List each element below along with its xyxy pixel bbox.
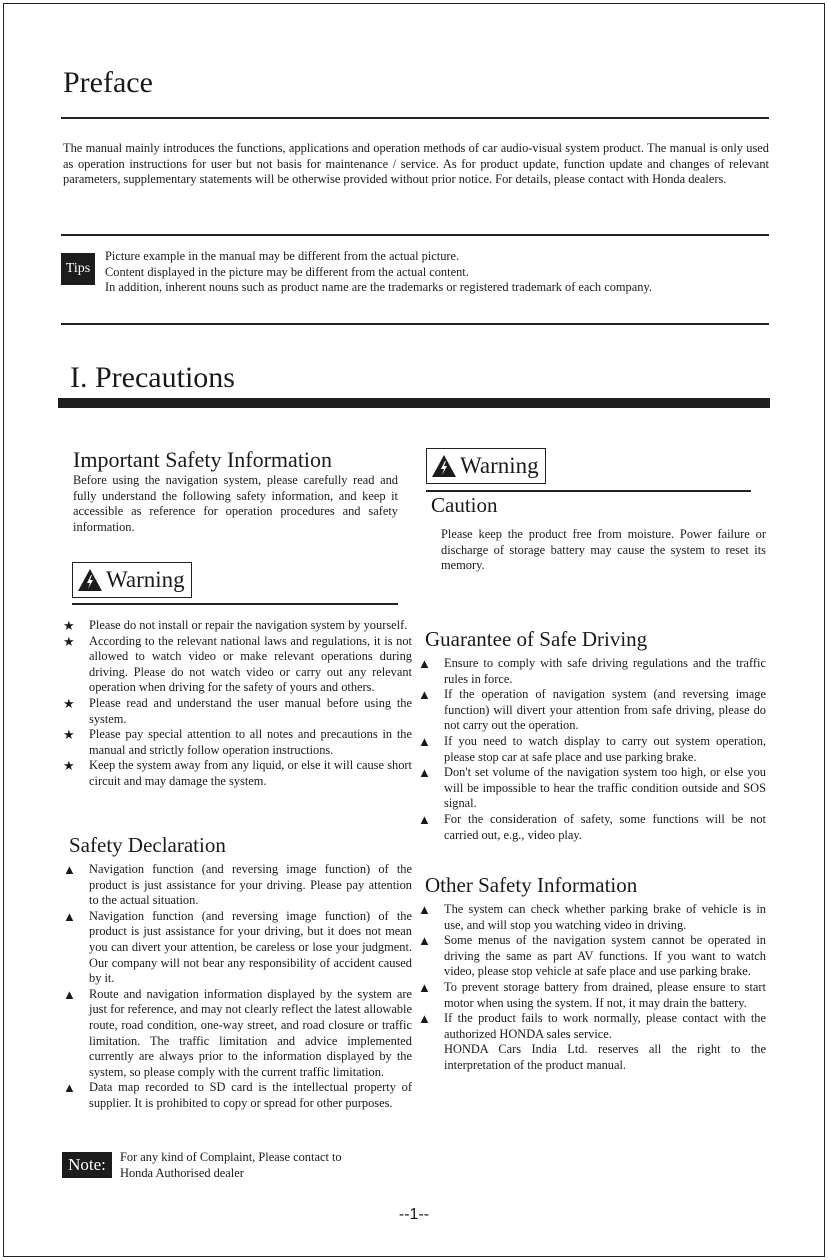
list-item: ▲ Data map recorded to SD card is the intellectual property of supplier. It is prohibited to copy or spread for other purposes. [63, 1080, 412, 1110]
precautions-bar [58, 398, 770, 408]
list-item: ★ Please read and understand the user manual before using the system. [63, 695, 412, 726]
important-safety-body: Before using the navigation system, please carefully read and fully understand the following safety information, and keep it accessible as reference for operation procedures and safety information. [73, 473, 398, 534]
warning-heading-right [426, 448, 546, 484]
triangle-bullet-icon: ▲ [418, 811, 431, 827]
page-number: --1-- [398, 1206, 430, 1223]
tips-line: In addition, inherent nouns such as product name are the trademarks or registered trademark of each company. [105, 280, 652, 295]
star-icon: ★ [63, 618, 75, 633]
other-safety-title: Other Safety Information [425, 873, 638, 897]
list-item: ▲ Ensure to comply with safe driving regulations and the traffic rules in force. [418, 656, 766, 686]
triangle-bullet-icon: ▲ [418, 733, 431, 749]
triangle-bullet-icon: ▲ [63, 908, 76, 924]
list-item: ▲ To prevent storage battery from drained, please ensure to start motor when using the system. If not, it may drain the battery. [418, 979, 766, 1010]
star-icon: ★ [63, 758, 75, 774]
note-lines [120, 1150, 342, 1181]
triangle-bullet-icon: ▲ [63, 1080, 76, 1096]
list-item [418, 1042, 766, 1073]
list-item: ▲ If you need to watch display to carry out system operation, please stop car at safe place and use parking brake. [418, 733, 766, 764]
list-item: ★ Please pay special attention to all notes and precautions in the manual and strictly follow operation instructions. [63, 727, 412, 757]
note-line: For any kind of Complaint, Please contact to [120, 1150, 342, 1164]
triangle-bullet-icon: ▲ [418, 687, 431, 703]
caution-body: Please keep the product free from moisture. Power failure or discharge of storage battery may cause the system to reset its memory. [441, 527, 766, 573]
star-icon: ★ [63, 695, 75, 711]
tips-line: Content displayed in the picture may be different from the actual content. [105, 264, 469, 279]
warning-lightning-icon [431, 454, 457, 478]
star-icon: ★ [63, 633, 75, 649]
warning-rule-left [72, 603, 398, 605]
other-safety-closing: HONDA Cars India Ltd. reserves all the right to the interpretation of the product manual. [444, 1042, 766, 1072]
safety-declaration-list [63, 862, 412, 1112]
tips-line: Picture example in the manual may be different from the actual picture. [105, 249, 460, 263]
triangle-bullet-icon: ▲ [418, 656, 431, 671]
list-item: ▲ Navigation function (and reversing image function) of the product is just assistance for your driving, but it does not mean you can divert your attention, be careless or lose your judgment. Our company will not bear any responsibility of accident caused by it. [63, 908, 412, 986]
triangle-bullet-icon: ▲ [63, 986, 76, 1002]
list-item: ★ Please do not install or repair the navigation system by yourself. [63, 618, 408, 633]
list-item: ★ According to the relevant national laws and regulations, it is not allowed to watch video or make relevant operations during driving. Please do not watch video or carry out any relevant operation when driving for the safety of yours and others. [63, 633, 412, 695]
warning-heading-left [72, 562, 192, 598]
guarantee-title: Guarantee of Safe Driving [425, 627, 648, 651]
preface-title: Preface [63, 66, 153, 99]
list-item: ▲ Navigation function (and reversing image function) of the product is just assistance for your driving. Please pay attention to the actual situation. [63, 862, 412, 908]
list-item: ▲ If the product fails to work normally, please contact with the authorized HONDA sales service. [418, 1011, 766, 1041]
triangle-bullet-icon: ▲ [418, 902, 431, 917]
triangle-bullet-icon: ▲ [418, 765, 431, 781]
tips-lines [105, 249, 652, 296]
tips-bottom-rule [61, 323, 769, 325]
warning-label: Warning [460, 453, 539, 478]
tips-label: Tips [61, 253, 95, 285]
precautions-title: I. Precautions [70, 361, 235, 394]
list-item: ▲ The system can check whether parking brake of vehicle is in use, and will stop you watching video in driving. [418, 902, 766, 932]
triangle-bullet-icon: ▲ [418, 1011, 431, 1027]
list-item: ▲ Route and navigation information displayed by the system are just for reference, and may not clearly reflect the latest allowable route, road condition, one-way street, and road closure or traffic limitation. The traffic limitation and advice implemented currently are always prior to the information displayed by the system, so please comply with the current traffic limitation. [63, 986, 412, 1079]
triangle-bullet-icon: ▲ [418, 979, 431, 995]
important-safety-title: Important Safety Information [73, 447, 333, 472]
triangle-bullet-icon: ▲ [63, 862, 76, 877]
note-label: Note: [62, 1152, 112, 1178]
list-item: ▲ Don't set volume of the navigation system too high, or else you will be impossible to hear the traffic condition outside and SOS signal. [418, 765, 766, 811]
caution-title: Caution [431, 493, 498, 517]
warning-rule-right [426, 490, 751, 492]
warning-lightning-icon [77, 568, 103, 592]
list-item: ▲ For the consideration of safety, some functions will be not carried out, e.g., video play. [418, 811, 766, 842]
triangle-bullet-icon: ▲ [418, 933, 431, 949]
guarantee-list [418, 656, 766, 843]
list-item: ★ Keep the system away from any liquid, or else it will cause short circuit and may damage the system. [63, 758, 412, 788]
other-safety-list [418, 902, 766, 1074]
tips-top-rule [61, 234, 769, 236]
warning-list [63, 618, 412, 790]
list-item: ▲ If the operation of navigation system (and reversing image function) will divert your attention from safe driving, please do not carry out the operation. [418, 687, 766, 733]
safety-declaration-title: Safety Declaration [69, 833, 226, 857]
warning-label: Warning [106, 567, 185, 592]
preface-body: The manual mainly introduces the functions, applications and operation methods of car audio-visual system product. The manual is only used as operation instructions for user but not basis for maintenance / service. As for product update, function update and changes of relevant parameters, supplementary statements will be otherwise provided without prior notice. For details, please contact with Honda dealers. [63, 141, 769, 187]
preface-rule [61, 117, 769, 119]
note-line: Honda Authorised dealer [120, 1165, 244, 1180]
star-icon: ★ [63, 727, 75, 743]
list-item: ▲ Some menus of the navigation system cannot be operated in driving the same as part AV functions. If you want to watch video, please stop vehicle at safe place and use parking brake. [418, 933, 766, 979]
